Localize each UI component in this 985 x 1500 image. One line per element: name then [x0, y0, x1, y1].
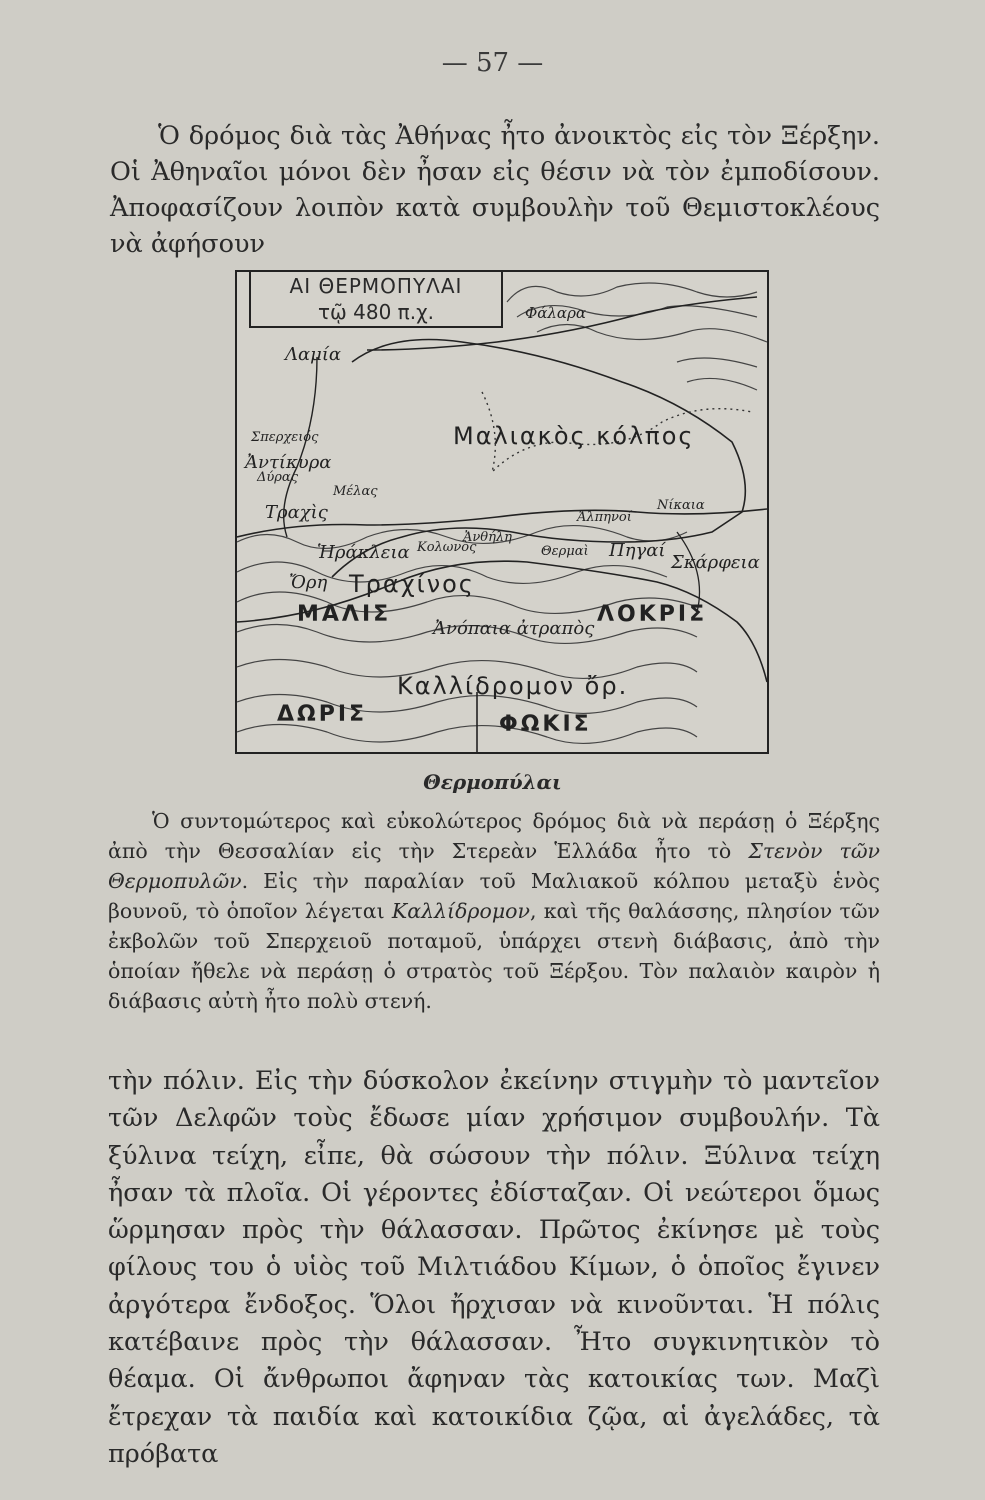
label-alpenoi: Ἀλπηνοί — [577, 510, 632, 525]
label-trachinos: Τραχίνος — [349, 570, 475, 598]
caption-paragraph — [108, 806, 880, 1016]
page-number: — 57 — — [441, 48, 544, 78]
thermopylae-map — [235, 270, 769, 754]
label-melas: Μέλας — [333, 484, 378, 499]
label-kallidromon: Καλλίδρομον ὄρ. — [397, 672, 629, 700]
label-spercheios: Σπερχειός — [251, 430, 319, 445]
label-skarfeia: Σκάρφεια — [671, 552, 760, 573]
map-subtitle: τῷ 480 π.χ. — [318, 300, 434, 324]
label-pegai: Πηγαί — [609, 540, 666, 561]
paragraph-top: Ὁ δρόμος διὰ τὰς Ἀθήνας ἦτο ἀνοικτὸς εἰς τὸν Ξέρξην. Οἱ Ἀθηναῖοι μόνοι δὲν ἦσαν εἰς θέσιν νὰ τὸν ἐμποδίσουν. Ἀποφασίζουν λοιπὸν κατὰ συμβουλὴν τοῦ Θεμιστοκλέους νὰ ἀφήσουν — [110, 121, 880, 259]
label-herakleia: Ἡράκλεια — [317, 542, 410, 563]
caption-italic-2: Καλλίδρομον — [391, 899, 530, 923]
label-doris: ΔΩΡΙΣ — [277, 702, 368, 727]
paragraph-bottom: τὴν πόλιν. Εἰς τὴν δύσκολον ἐκείνην στιγμὴν τὸ μαντεῖον τῶν Δελφῶν τοὺς ἔδωσε μίαν χρήσιμον συμβουλήν. Τὰ ξύλινα τείχη, εἶπε, θὰ σώσουν τὴν πόλιν. Ξύλινα τείχη ἦσαν τὰ πλοῖα. Οἱ γέροντες ἐδίσταζαν. Οἱ νεώτεροι ὅμως ὥρμησαν πρὸς τὴν θάλασσαν. Πρῶτος ἐκίνησε μὲ τοὺς φίλους του ὁ υἱὸς τοῦ Μιλτιάδου Κίμων, ὁ ὁποῖος ἔγινεν ἀργότερα ἔνδοξος. Ὅλοι ἤρχισαν νὰ κινοῦνται. Ἡ πόλις κατέβαινε πρὸς τὴν θάλασσαν. Ἦτο συγκινητικὸν τὸ θέαμα. Οἱ ἄνθρωποι ἄφηναν τὰς κατοικίας των. Μαζὶ ἔτρεχαν τὰ παιδία καὶ κατοικίδια ζῷα, αἱ ἀγελάδες, τὰ πρόβατα — [108, 1066, 880, 1469]
label-falara: Φάλαρα — [525, 304, 587, 322]
label-kolonos: Κολωνὸς — [417, 540, 477, 555]
label-anthele: Ἀνθήλη — [463, 530, 512, 545]
label-lokris: ΛΟΚΡΙΣ — [597, 602, 708, 627]
label-oros: Ὄρη — [289, 572, 328, 593]
label-fokis: ΦΩΚΙΣ — [499, 712, 592, 737]
label-thermai: Θερμαὶ — [541, 544, 589, 559]
map-caption-title: Θερμοπύλαι — [423, 770, 562, 794]
map-title: ΑΙ ΘΕΡΜΟΠΥΛΑΙ — [289, 274, 463, 298]
label-trachis: Τραχὶς — [265, 502, 328, 523]
label-nikaia: Νίκαια — [657, 498, 705, 513]
caption-text-2: . Εἰς τὴν παραλίαν τοῦ Μαλιακοῦ κόλπου μεταξὺ ἑνὸς βουνοῦ, τὸ ὁποῖον λέγεται — [108, 869, 880, 923]
map-title-box — [249, 272, 503, 328]
label-antikyra: Ἀντίκυρα — [245, 452, 332, 473]
label-dyras: Δύρας — [257, 470, 298, 485]
caption-text-3: , καὶ τῆς θαλάσσης, πλησίον τῶν ἐκβολῶν τοῦ Σπερχειοῦ ποταμοῦ, ὑπάρχει στενὴ διάβασις, ἀπὸ τὴν ὁποίαν ἤθελε νὰ περάσῃ ὁ στρατὸς τοῦ Ξέρξου. Τὸν παλαιὸν καιρὸν ἡ διάβασις αὐτὴ ἦτο πολὺ στενή. — [108, 899, 880, 1013]
label-maliakos: Μαλιακὸς κόλπος — [453, 422, 695, 450]
caption-italic-1: Στενὸν τῶν Θερμοπυλῶν — [108, 839, 880, 893]
caption-text-1: Ὁ συντομώτερος καὶ εὐκολώτερος δρόμος διὰ νὰ περάσῃ ὁ Ξέρξης ἀπὸ τὴν Θεσσαλίαν εἰς τὴν Στερεὰν Ἑλλάδα ἦτο τὸ — [108, 809, 880, 863]
label-anopaia: Ἀνόπαια ἀτραπὸς — [433, 618, 595, 639]
label-lamia: Λαμία — [285, 344, 342, 365]
label-malis: ΜΑΛΙΣ — [297, 602, 392, 627]
